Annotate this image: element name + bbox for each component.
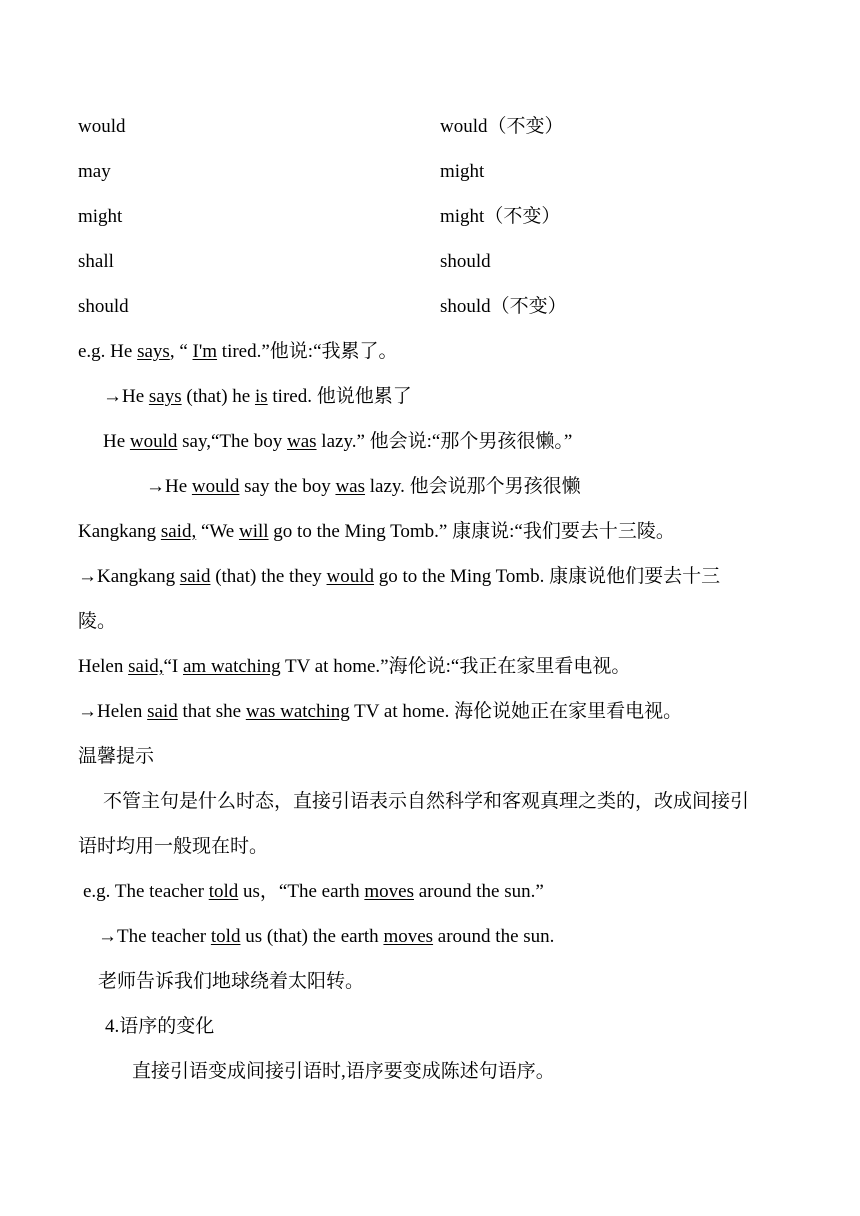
example-text: go to the Ming Tomb. 康康说他们要去十三 [374, 566, 721, 587]
tip-paragraph-line1: 不管主句是什么时态，直接引语表示自然科学和客观真理之类的，改成间接引 [103, 791, 750, 812]
underlined-verb: would [191, 476, 240, 497]
example-text: →He [103, 386, 149, 407]
underlined-verb: says [148, 386, 182, 407]
underlined-verb: moves [364, 881, 414, 902]
example-text: TV at home. 海伦说她正在家里看电视。 [349, 701, 683, 722]
example-line [98, 925, 554, 949]
example-line [78, 700, 682, 724]
example-text: say the boy [239, 476, 336, 497]
example-text: around the sun. [433, 926, 555, 947]
underlined-verb: will [238, 521, 269, 542]
example-text: TV at home.”海伦说:“我正在家里看电视。 [280, 656, 631, 677]
example-text: that she [177, 701, 246, 722]
underlined-verb: would [129, 431, 178, 452]
example-text: say,“The boy [177, 431, 287, 452]
example-line [146, 475, 581, 499]
modal-indirect-should-unchanged: should（不变） [440, 296, 567, 317]
example-line [78, 340, 398, 364]
example-text: tired. 他说他累了 [267, 386, 412, 407]
modal-direct-may: may [78, 161, 111, 182]
example-text: e.g. The teacher [83, 881, 209, 902]
example-line [78, 520, 675, 544]
underlined-verb: told [208, 881, 239, 902]
modal-direct-would: would [78, 116, 126, 137]
example-continuation: 陵。 [78, 611, 117, 632]
example-line [103, 430, 572, 454]
tip-heading: 温馨提示 [78, 746, 155, 767]
underlined-verb: is [254, 386, 268, 407]
underlined-verb: says [137, 341, 170, 362]
underlined-verb: would [326, 566, 375, 587]
example-text: us (that) the earth [240, 926, 384, 947]
example-line [78, 565, 720, 589]
example-text: “We [196, 521, 239, 542]
example-text: , “ [169, 341, 193, 362]
underlined-verb: said, [128, 656, 164, 677]
underlined-verb: was [286, 431, 317, 452]
underlined-verb: said [147, 701, 178, 722]
example-text: tired.”他说:“我累了。 [217, 341, 398, 362]
example-text: e.g. He [78, 341, 138, 362]
tip-paragraph-line2: 语时均用一般现在时。 [78, 836, 269, 857]
modal-direct-shall: shall [78, 251, 114, 272]
example-text: Kangkang [78, 521, 161, 542]
modal-direct-should: should [78, 296, 129, 317]
example-text: Helen [78, 656, 129, 677]
example-translation: 老师告诉我们地球绕着太阳转。 [98, 971, 365, 992]
section-heading: 4.语序的变化 [105, 1016, 215, 1037]
modal-indirect-might-unchanged: might（不变） [440, 206, 561, 227]
example-text: around the sun.” [413, 881, 544, 902]
example-text: lazy.” 他会说:“那个男孩很懒。” [316, 431, 573, 452]
underlined-verb: am watching [183, 656, 281, 677]
example-text: →Kangkang [78, 566, 180, 587]
underlined-verb: was [335, 476, 366, 497]
example-text: He [103, 431, 130, 452]
example-text: →Helen [78, 701, 148, 722]
underlined-verb: was watching [245, 701, 350, 722]
modal-indirect-might: might [440, 161, 485, 182]
modal-indirect-would: would（不变） [440, 116, 564, 137]
underlined-verb: said [179, 566, 211, 587]
example-text: →The teacher [98, 926, 211, 947]
modal-indirect-should: should [440, 251, 491, 272]
example-text: lazy. 他会说那个男孩很懒 [365, 476, 581, 497]
example-text: “I [163, 656, 183, 677]
underlined-verb: moves [383, 926, 434, 947]
example-text: go to the Ming Tomb.” 康康说:“我们要去十三陵。 [268, 521, 675, 542]
example-line [103, 385, 412, 409]
underlined-verb: told [210, 926, 241, 947]
example-line [83, 880, 544, 904]
modal-direct-might: might [78, 206, 123, 227]
example-text: (that) the they [210, 566, 327, 587]
example-text: →He [146, 476, 192, 497]
example-text: (that) he [181, 386, 255, 407]
underlined-verb: I'm [192, 341, 218, 362]
underlined-verb: said, [160, 521, 197, 542]
example-line [78, 655, 630, 679]
section-body: 直接引语变成间接引语时,语序要变成陈述句语序。 [132, 1061, 555, 1082]
example-text: us，“The earth [238, 881, 365, 902]
